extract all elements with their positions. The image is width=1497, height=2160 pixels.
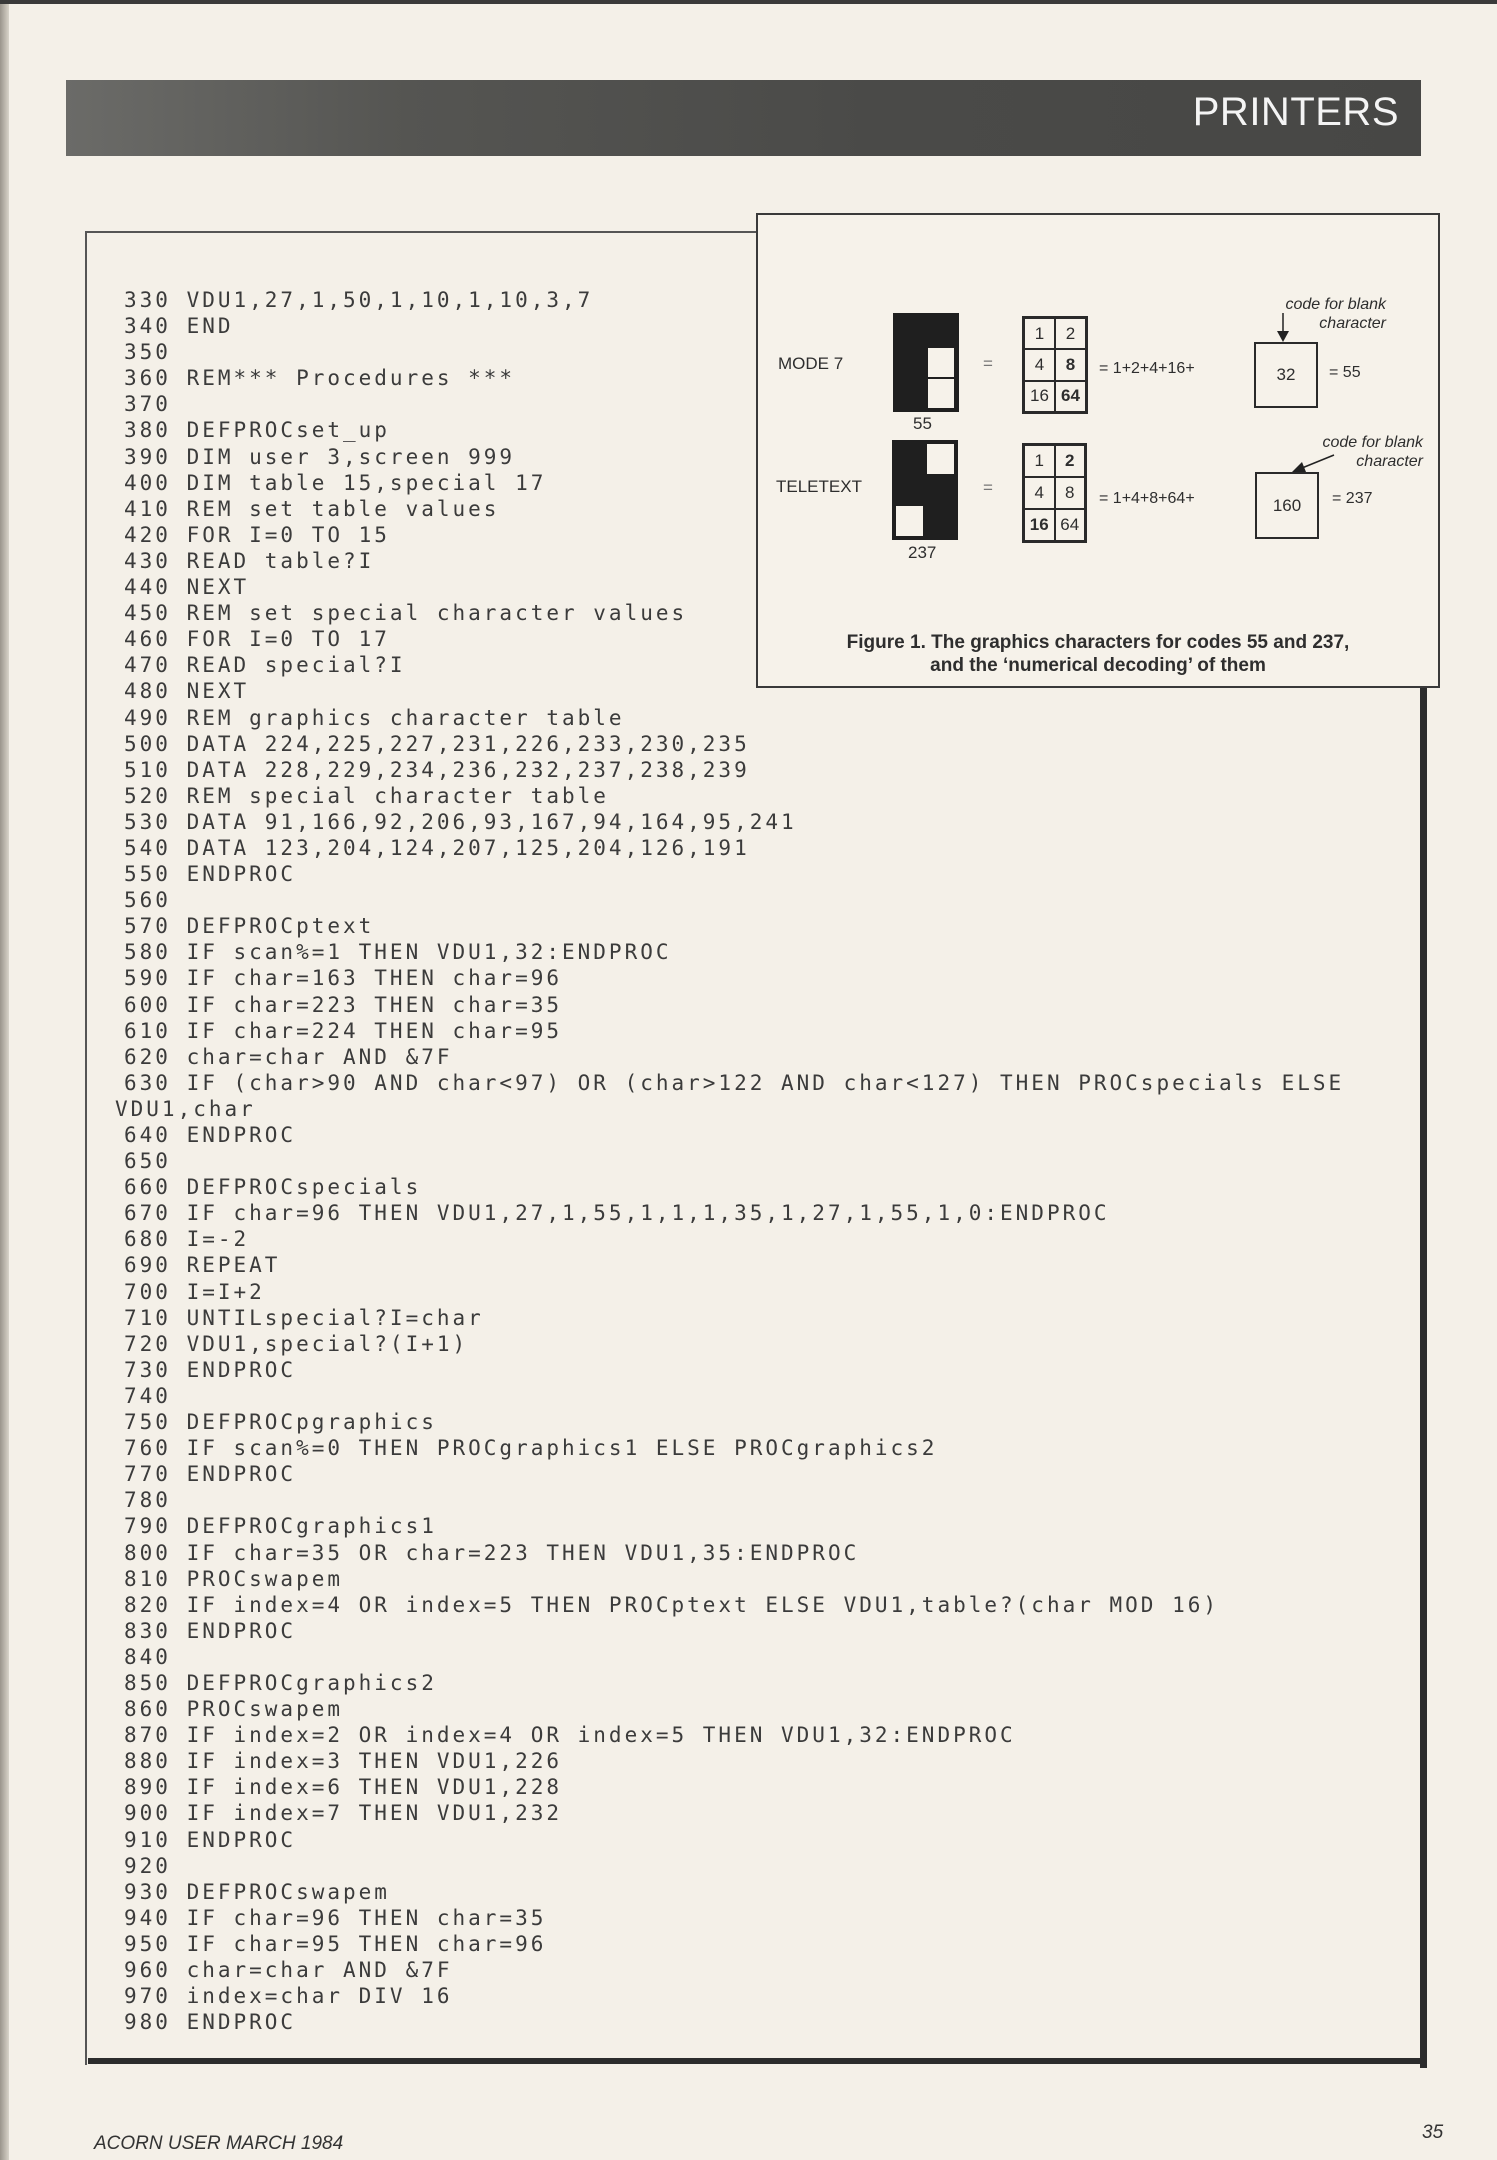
sum-mode7: = 1+2+4+16+ [1099, 360, 1195, 377]
arrow-down-icon [1273, 313, 1293, 343]
code-line: 330 VDU1,27,1,50,1,10,1,10,3,7 [124, 288, 594, 312]
grid-cell: 8 [1055, 477, 1086, 509]
blank-code-box-32: 32 [1254, 342, 1318, 408]
code-line: 660 DEFPROCspecials [124, 1175, 422, 1200]
code-frame-shadow-bottom [88, 2058, 1427, 2064]
code-line: 380 DEFPROCset_up [124, 418, 390, 443]
code-line: VDU1,char [115, 1096, 256, 1121]
code-line: 720 VDU1,special?(I+1) [124, 1331, 469, 1356]
mode7-label: MODE 7 [778, 354, 844, 373]
code-line: 340 END [124, 314, 234, 339]
code-line: 570 DEFPROCptext [124, 914, 375, 939]
code-line: 410 REM set table values [124, 496, 500, 521]
code-line: 400 DIM table 15,special 17 [124, 470, 547, 495]
grid-cell: 2 [1055, 318, 1086, 349]
code-line: 780 [124, 1488, 171, 1513]
code-line: 730 ENDPROC [124, 1357, 297, 1382]
grid-cell: 64 [1055, 509, 1086, 541]
code-line: 490 REM graphics character table [124, 705, 625, 730]
grid-cell: 4 [1024, 349, 1055, 380]
section-title: PRINTERS [1192, 90, 1399, 134]
figure-caption [778, 631, 1418, 677]
code-line: 860 PROCswapem [124, 1697, 344, 1722]
code-237-label: 237 [908, 543, 937, 562]
decode-grid-mode7 [1022, 316, 1088, 414]
code-line: 360 REM*** Procedures *** [124, 366, 516, 391]
code-line: 590 IF char=163 THEN char=96 [124, 966, 563, 991]
grid-cell: 8 [1055, 349, 1086, 380]
code-line: 500 DATA 224,225,227,231,226,233,230,235 [124, 731, 750, 756]
code-line: 800 IF char=35 OR char=223 THEN VDU1,35:ENDPROC [124, 1540, 860, 1565]
page-number: 35 [1422, 2122, 1444, 2143]
page-binding-edge [0, 0, 9, 2160]
top-rule [0, 0, 1497, 4]
code-line: 540 DATA 123,204,124,207,125,204,126,191 [124, 835, 750, 860]
code-line: 870 IF index=2 OR index=4 OR index=5 THEN VDU1,32:ENDPROC [124, 1723, 1016, 1748]
decode-grid-teletext [1022, 443, 1087, 543]
sum-teletext: = 1+4+8+64+ [1099, 490, 1195, 507]
code-line: 610 IF char=224 THEN char=95 [124, 1018, 563, 1043]
graphic-char-55 [893, 313, 959, 412]
code-line: 970 index=char DIV 16 [124, 1984, 453, 2009]
grid-cell: 16 [1024, 509, 1055, 541]
code-line: 740 [124, 1383, 171, 1408]
arrow-diagonal-icon [1288, 451, 1338, 475]
code-line: 580 IF scan%=1 THEN VDU1,32:ENDPROC [124, 940, 672, 965]
code-line: 840 [124, 1644, 171, 1669]
code-line: 920 [124, 1853, 171, 1878]
code-frame-shadow-right [1420, 688, 1427, 2068]
grid-cell: 1 [1024, 318, 1055, 349]
teletext-label: TELETEXT [776, 477, 862, 496]
code-line: 750 DEFPROCpgraphics [124, 1410, 437, 1435]
code-line: 900 IF index=7 THEN VDU1,232 [124, 1801, 563, 1826]
code-line: 630 IF (char>90 AND char<97) OR (char>122 AND char<127) THEN PROCspecials ELSE [124, 1070, 1345, 1095]
grid-cell: 64 [1055, 381, 1086, 412]
section-header-band [66, 80, 1421, 156]
code-line: 790 DEFPROCgraphics1 [124, 1514, 437, 1539]
figure-1 [756, 213, 1440, 688]
code-line: 510 DATA 228,229,234,236,232,237,238,239 [124, 757, 750, 782]
code-line: 560 [124, 888, 171, 913]
code-line: 680 I=-2 [124, 1227, 250, 1252]
blank-code-box-160: 160 [1255, 472, 1319, 539]
code-line: 430 READ table?I [124, 548, 375, 573]
code-line: 480 NEXT [124, 679, 250, 704]
code-line: 820 IF index=4 OR index=5 THEN PROCptext ELSE VDU1,table?(char MOD 16) [124, 1592, 1220, 1617]
code-line: 930 DEFPROCswapem [124, 1879, 390, 1904]
grid-cell: 1 [1024, 445, 1055, 477]
code-line: 940 IF char=96 THEN char=35 [124, 1905, 547, 1930]
code-line: 810 PROCswapem [124, 1566, 344, 1591]
code-line: 910 ENDPROC [124, 1827, 297, 1852]
code-line: 470 READ special?I [124, 653, 406, 678]
code-line: 350 [124, 340, 171, 365]
code-line: 880 IF index=3 THEN VDU1,226 [124, 1749, 563, 1774]
code-line: 950 IF char=95 THEN char=96 [124, 1931, 547, 1956]
result-mode7: = 55 [1329, 364, 1361, 381]
pixel-blank [926, 377, 956, 410]
code-line: 520 REM special character table [124, 783, 609, 808]
equals-sign: = [983, 354, 993, 373]
note-blank-code-2: code for blank character [1322, 434, 1423, 470]
code-line: 830 ENDPROC [124, 1618, 297, 1643]
graphic-char-237 [892, 440, 958, 540]
code-line: 770 ENDPROC [124, 1462, 297, 1487]
equals-sign: = [983, 478, 993, 497]
code-line: 390 DIM user 3,screen 999 [124, 444, 516, 469]
code-line: 420 FOR I=0 TO 15 [124, 522, 390, 547]
code-line: 690 REPEAT [124, 1253, 281, 1278]
note-blank-code-1: code for blank character [1285, 296, 1386, 332]
code-line: 710 UNTILspecial?I=char [124, 1305, 484, 1330]
result-teletext: = 237 [1332, 490, 1373, 507]
code-line: 450 REM set special character values [124, 601, 688, 626]
grid-cell: 4 [1024, 477, 1055, 509]
code-55-label: 55 [913, 414, 932, 433]
code-line: 640 ENDPROC [124, 1123, 297, 1147]
caption-line-1: Figure 1. The graphics characters for codes 55 and 237, [846, 632, 1350, 653]
grid-cell: 16 [1024, 381, 1055, 412]
code-line: 550 ENDPROC [124, 862, 297, 887]
code-line: 460 FOR I=0 TO 17 [124, 627, 390, 652]
code-line: 370 [124, 392, 171, 417]
code-line: 700 I=I+2 [124, 1279, 265, 1304]
code-line: 980 ENDPROC [124, 2010, 297, 2035]
code-line: 530 DATA 91,166,92,206,93,167,94,164,95,241 [124, 809, 797, 834]
code-line: 760 IF scan%=0 THEN PROCgraphics1 ELSE PROCgraphics2 [124, 1436, 938, 1461]
code-line: 620 char=char AND &7F [124, 1044, 453, 1069]
grid-cell: 2 [1055, 445, 1086, 477]
code-line: 670 IF char=96 THEN VDU1,27,1,55,1,1,1,35,1,27,1,55,1,0:ENDPROC [124, 1201, 1110, 1226]
code-line: 440 NEXT [124, 575, 250, 600]
code-line: 650 [124, 1149, 171, 1174]
pixel-blank [894, 504, 925, 538]
code-line: 600 IF char=223 THEN char=35 [124, 992, 563, 1017]
code-line: 960 char=char AND &7F [124, 1958, 453, 1982]
caption-line-2: and the ‘numerical decoding’ of them [930, 655, 1266, 676]
code-line: 890 IF index=6 THEN VDU1,228 [124, 1775, 563, 1800]
pixel-blank [926, 346, 956, 379]
pixel-blank [925, 442, 956, 476]
code-line: 850 DEFPROCgraphics2 [124, 1670, 437, 1695]
publication-footer: ACORN USER MARCH 1984 [94, 2133, 344, 2154]
